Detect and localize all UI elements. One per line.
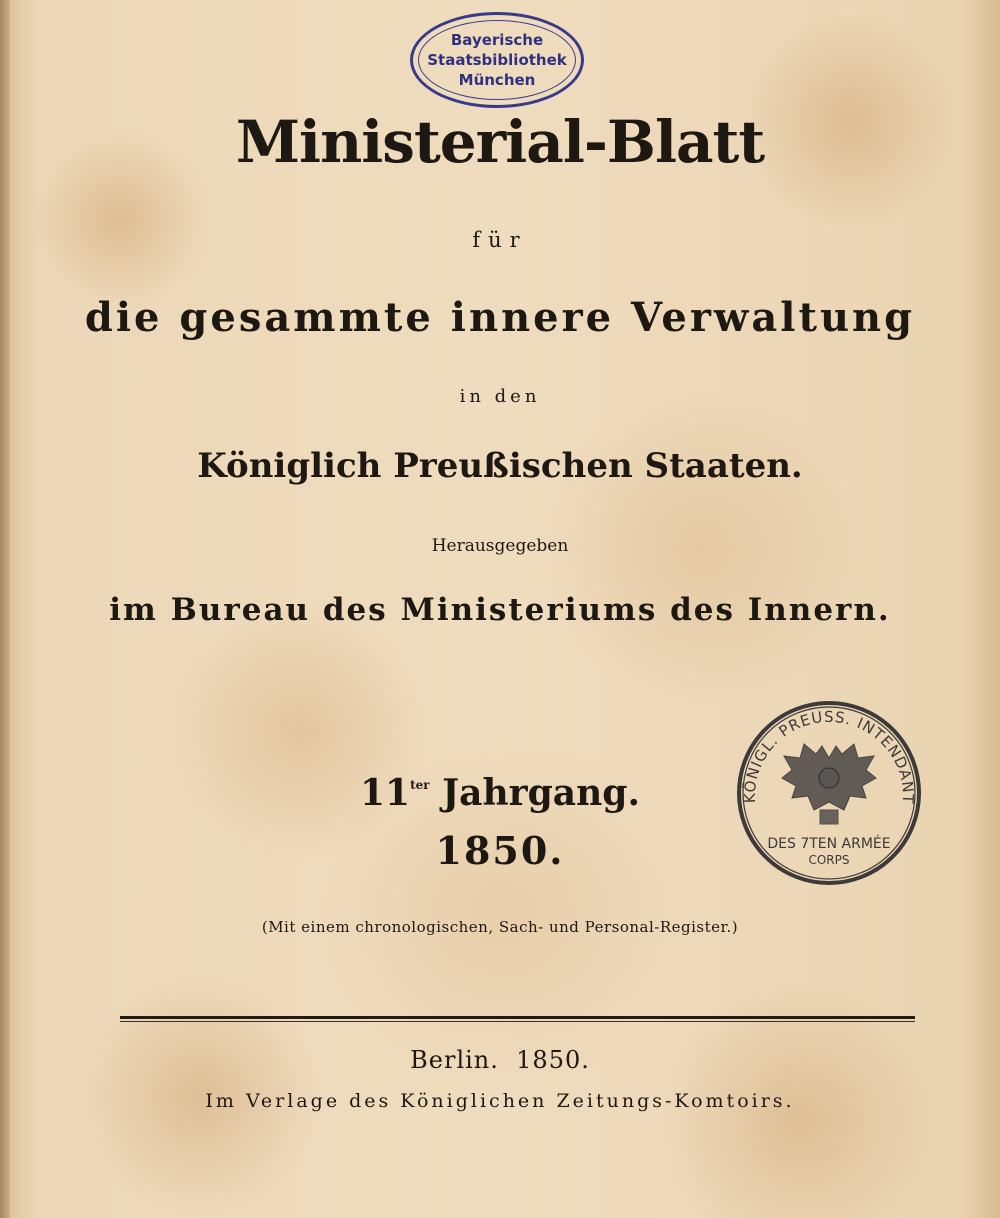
divider-rule-thin <box>120 1021 915 1022</box>
eagle-icon <box>782 744 876 824</box>
library-stamp-line2: Staatsbibliothek <box>427 51 567 69</box>
title-herausgegeben: Herausgegeben <box>431 536 569 556</box>
library-stamp-line1: Bayerische <box>450 31 544 49</box>
intendantur-stamp <box>734 698 924 888</box>
title-fuer: für <box>472 228 528 252</box>
volume-number: 11 <box>359 772 411 814</box>
stamp-bottom-text2: CORPS <box>808 853 850 867</box>
title-staaten: Königlich Preußischen Staaten. <box>197 446 803 486</box>
register-note: (Mit einem chronologischen, Sach- und Personal-Register.) <box>261 918 739 936</box>
imprint-publisher: Im Verlage des Königlichen Zeitungs-Komtoirs. <box>205 1090 795 1112</box>
document-title: Ministerial-Blatt <box>235 108 765 176</box>
stamp-bottom-text: DES 7TEN ARMÉE <box>767 836 891 852</box>
document-subtitle: die gesammte innere Verwaltung <box>84 294 916 341</box>
title-in-den: in den <box>459 386 541 407</box>
library-stamp-line3: München <box>458 71 536 89</box>
volume-label: Jahrgang. <box>442 772 641 814</box>
imprint-place-date: Berlin. 1850. <box>410 1046 590 1074</box>
title-bureau: im Bureau des Ministeriums des Innern. <box>109 592 891 628</box>
volume-suffix: ter <box>410 778 430 792</box>
stamp-ring-text: KÖNIGL. PREUSS. INTENDANT <box>740 707 918 805</box>
volume-year: 1850. <box>435 828 565 873</box>
divider-rule <box>120 1016 915 1019</box>
intendantur-stamp-graphic <box>734 698 924 888</box>
library-stamp <box>410 12 584 108</box>
